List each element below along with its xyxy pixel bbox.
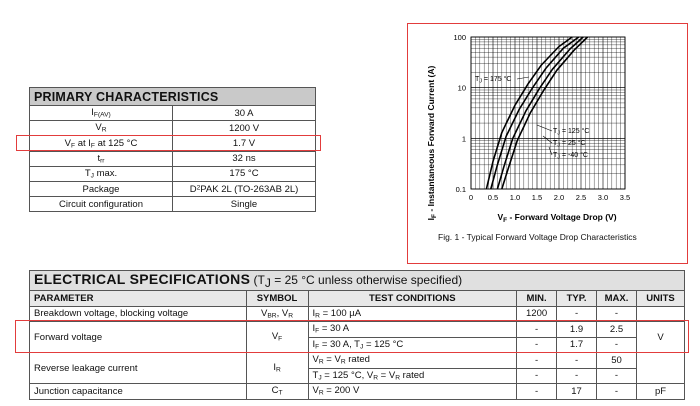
header-test-conditions: TEST CONDITIONS bbox=[308, 291, 517, 307]
test-cell: $I_F = 30$ A bbox=[308, 322, 517, 338]
value-cell: 32 ns bbox=[173, 151, 316, 166]
series-label-minus40c: $T_J = -40$ °C bbox=[553, 152, 588, 161]
table-row bbox=[30, 353, 685, 369]
y-tick-label: 1 bbox=[461, 134, 466, 144]
test-cell: $I_R = 100$ µA bbox=[308, 306, 517, 322]
param-cell: $T_J$ max. bbox=[30, 166, 173, 181]
max-cell: 50 bbox=[597, 353, 637, 369]
max-cell: - bbox=[597, 384, 637, 400]
param-cell: Circuit configuration bbox=[30, 197, 173, 212]
symbol-cell: $C_T$ bbox=[246, 384, 308, 400]
x-tick-label: 2.5 bbox=[575, 193, 587, 202]
units-cell: V bbox=[636, 322, 684, 353]
value-cell: 1.7 V bbox=[173, 136, 316, 151]
chart-ticks bbox=[453, 33, 630, 202]
header-parameter: PARAMETER bbox=[30, 291, 247, 307]
test-cell: $V_R = 200$ V bbox=[308, 384, 517, 400]
y-axis-label: $I_F$ - Instantaneous Forward Current (A) bbox=[426, 65, 438, 221]
min-cell: - bbox=[517, 384, 557, 400]
symbol-cell: $V_{BR}$, $V_R$ bbox=[246, 306, 308, 322]
table-row bbox=[30, 384, 685, 400]
series-label-25c: $T_J = 25$ °C bbox=[553, 140, 586, 149]
units-cell bbox=[636, 353, 684, 384]
param-cell: Package bbox=[30, 181, 173, 196]
x-tick-label: 1.0 bbox=[509, 193, 521, 202]
value-cell: Single bbox=[173, 197, 316, 212]
elec-table-title: ELECTRICAL SPECIFICATIONS ($T_J = 25$ °C unless otherwise specified) bbox=[30, 271, 685, 291]
table-row bbox=[30, 121, 316, 136]
series-label-175c: $T_J = 175$ °C bbox=[475, 76, 512, 85]
table-row bbox=[30, 106, 316, 121]
max-cell: - bbox=[597, 306, 637, 322]
typ-cell: 17 bbox=[557, 384, 597, 400]
typ-cell: - bbox=[557, 353, 597, 369]
param-cell: $I_{F(AV)}$ bbox=[30, 106, 173, 121]
test-cell: $I_F = 30$ A, $T_J = 125$ °C bbox=[308, 337, 517, 353]
param-cell: $V_F$ at $I_F$ at 125 °C bbox=[30, 136, 173, 151]
series-label-125c: $T_J = 125$ °C bbox=[553, 128, 590, 137]
highlight-box-forward-voltage bbox=[15, 320, 689, 353]
value-cell: 30 A bbox=[173, 106, 316, 121]
header-max: MAX. bbox=[597, 291, 637, 307]
header-min: MIN. bbox=[517, 291, 557, 307]
min-cell: 1200 bbox=[517, 306, 557, 322]
table-row bbox=[30, 197, 316, 212]
header-typ: TYP. bbox=[557, 291, 597, 307]
units-cell: pF bbox=[636, 384, 684, 400]
y-tick-label: 100 bbox=[453, 33, 466, 42]
typ-cell: - bbox=[557, 368, 597, 384]
max-cell: - bbox=[597, 368, 637, 384]
test-cell: $T_J = 125$ °C, $V_R = V_R$ rated bbox=[308, 368, 517, 384]
series-label-leader bbox=[543, 136, 552, 143]
chart-grid bbox=[471, 37, 625, 189]
header-units: UNITS bbox=[636, 291, 684, 307]
x-tick-label: 1.5 bbox=[531, 193, 543, 202]
series-line-25c bbox=[497, 37, 583, 189]
table-row bbox=[30, 166, 316, 181]
param-cell: Reverse leakage current bbox=[30, 353, 247, 384]
x-tick-label: 3.5 bbox=[619, 193, 631, 202]
max-cell: 2.5 bbox=[597, 322, 637, 338]
value-cell: 1200 V bbox=[173, 121, 316, 136]
min-cell: - bbox=[517, 337, 557, 353]
test-cell: $V_R = V_R$ rated bbox=[308, 353, 517, 369]
header-symbol: SYMBOL bbox=[246, 291, 308, 307]
series-label-leader bbox=[549, 147, 552, 155]
x-axis-label: $V_F$ - Forward Voltage Drop (V) bbox=[497, 212, 617, 224]
chart-axes bbox=[471, 37, 625, 189]
typ-cell: - bbox=[557, 306, 597, 322]
header-row bbox=[30, 291, 685, 307]
min-cell: - bbox=[517, 368, 557, 384]
min-cell: - bbox=[517, 322, 557, 338]
x-tick-label: 3.0 bbox=[597, 193, 609, 202]
symbol-cell: $I_R$ bbox=[246, 353, 308, 384]
x-tick-label: 0 bbox=[468, 193, 474, 202]
series-label-leader bbox=[537, 125, 552, 131]
forward-voltage-chart bbox=[407, 23, 688, 264]
param-cell: $t_{rr}$ bbox=[30, 151, 173, 166]
series-label-leader bbox=[517, 77, 529, 79]
y-tick-label: 10 bbox=[457, 83, 466, 93]
series-line-minus40c bbox=[502, 37, 588, 189]
param-cell: $V_R$ bbox=[30, 121, 173, 136]
plot-frame bbox=[471, 37, 625, 189]
typ-cell: 1.9 bbox=[557, 322, 597, 338]
param-cell: Forward voltage bbox=[30, 322, 247, 353]
chart-caption: Fig. 1 - Typical Forward Voltage Drop Characteristics bbox=[438, 232, 637, 242]
highlight-box-vf-row bbox=[16, 135, 321, 151]
value-cell: $D^2PAK$ 2L (TO-263AB 2L) bbox=[173, 181, 316, 196]
symbol-cell: $V_F$ bbox=[246, 322, 308, 353]
min-cell: - bbox=[517, 353, 557, 369]
y-tick-label: 0.1 bbox=[455, 185, 466, 194]
x-tick-label: 2.0 bbox=[553, 193, 565, 202]
value-cell: 175 °C bbox=[173, 166, 316, 181]
param-cell: Junction capacitance bbox=[30, 384, 247, 400]
primary-table-title: PRIMARY CHARACTERISTICS bbox=[30, 88, 316, 106]
typ-cell: 1.7 bbox=[557, 337, 597, 353]
table-row bbox=[30, 181, 316, 196]
param-cell: Breakdown voltage, blocking voltage bbox=[30, 306, 247, 322]
x-tick-label: 0.5 bbox=[487, 193, 499, 202]
max-cell: - bbox=[597, 337, 637, 353]
table-row bbox=[30, 151, 316, 166]
series-line-175c bbox=[486, 37, 572, 189]
